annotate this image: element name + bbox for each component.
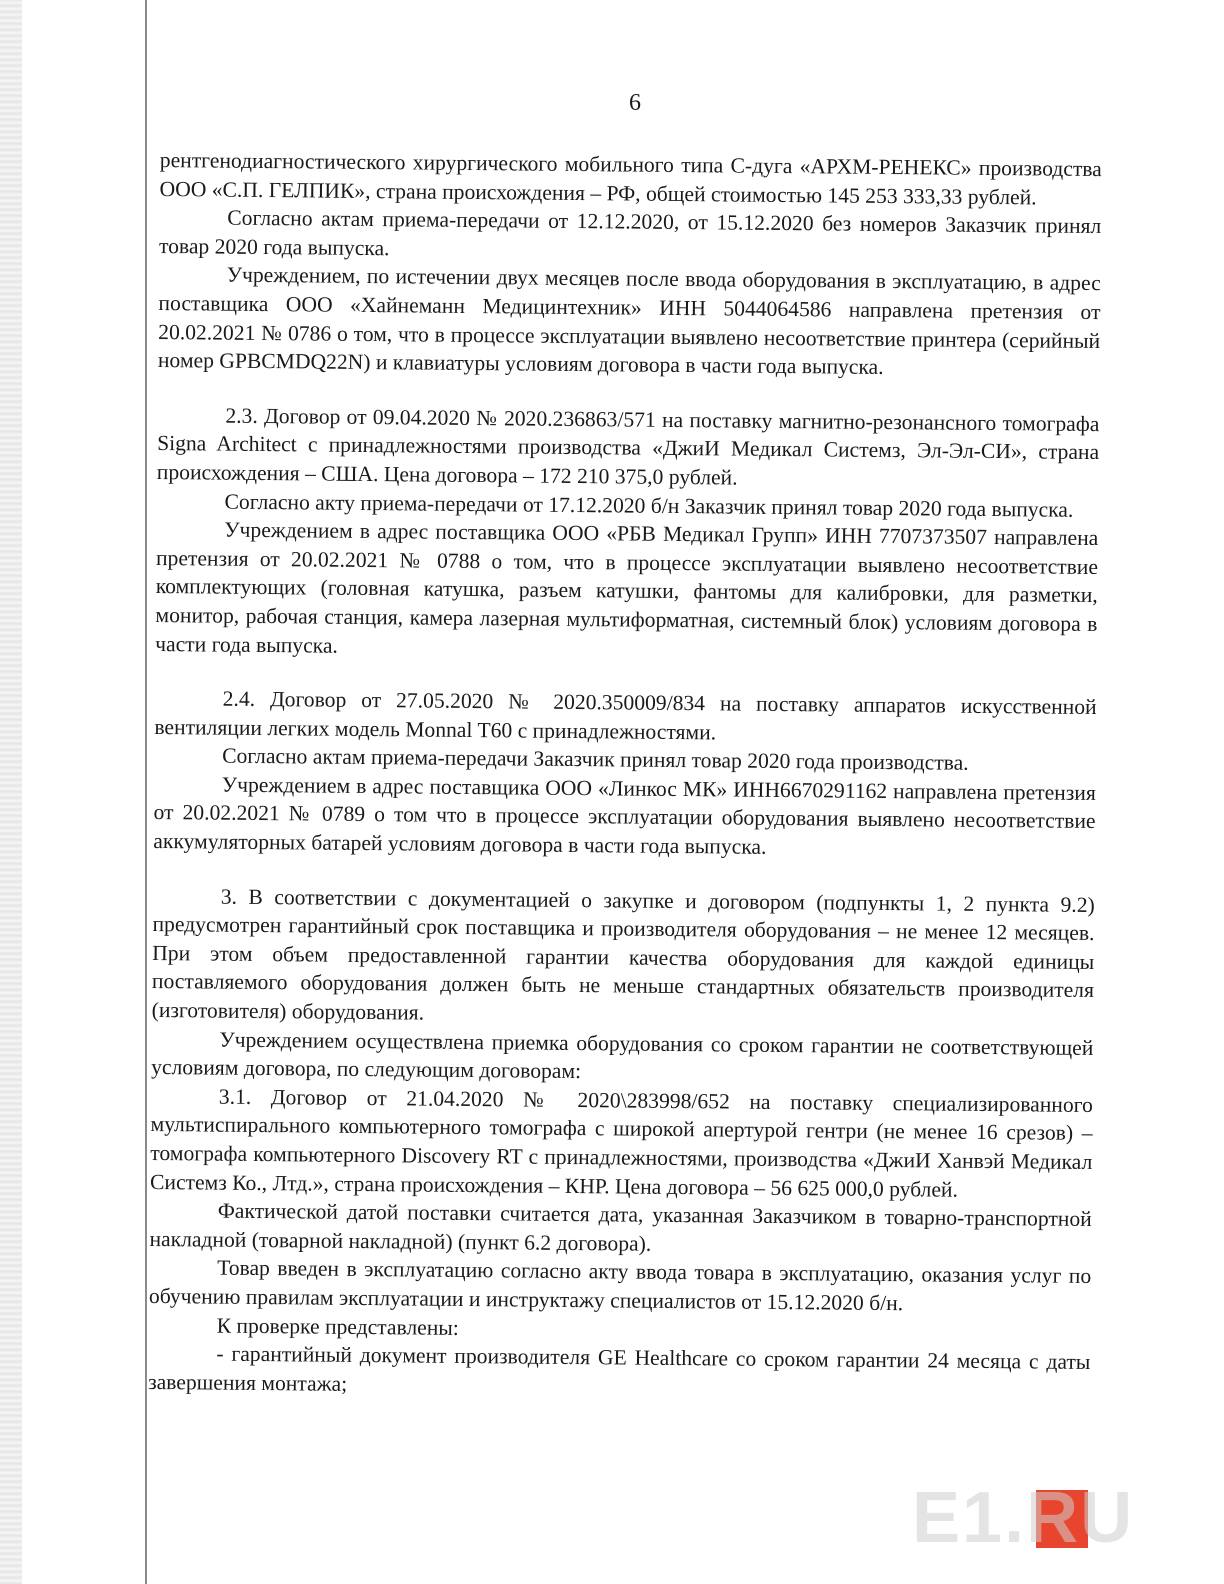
paragraph-claim-linkos: Учреждением в адрес поставщика ООО «Линкос МК» ИНН6670291162 направлена претензия от 20.02.2021 № 0789 о том что в процессе эксплуатации оборудования выявлено несоответствие аккумуляторных батарей условиям договора в части года выпуска. (153, 772, 1096, 859)
scan-left-edge (0, 0, 22, 1584)
paragraph-commissioning: Товар введен в эксплуатацию согласно акту ввода товара в эксплуатацию, оказания услуг по обучению правилам эксплуатации и инструктажу специалистов от 15.12.2020 б/н. (148, 1255, 1092, 1316)
watermark-logo (912, 1478, 1212, 1558)
paragraph-contract-3-1: 3.1. Договор от 21.04.2020 № 2020\283998/652 на поставку специализированного мультиспирального компьютерного томографа с широкой апертурой гентри (не менее 16 срезов) – томографа компьютерного Discovery RT с принадлежностями, производства «ДжиИ Ханвэй Медикал Системз Ко., Лтд.», страна происхождения – КНР. Цена договора – 56 625 000,0 рублей. (149, 1084, 1093, 1202)
watermark-text: E1.RU (912, 1478, 1135, 1558)
document-body (148, 146, 1102, 1405)
paragraph-section-3: 3. В соответствии с документацией о закупке и договором (подпункты 1, 2 пункта 9.2) предусмотрен гарантийный срок поставщика и производителя оборудования – не менее 12 месяцев. При этом объем предоставленной гарантии качества оборудования для каждой единицы поставляемого оборудования должен быть не меньше стандартных обязательств производителя (изготовителя) оборудования. (151, 884, 1095, 1025)
paragraph-claim-heinemann: Учреждением, по истечении двух месяцев после ввода оборудования в эксплуатацию, в адрес поставщика ООО «Хайнеманн Медицинтехник» ИНН 5044064586 направлена претензия от 20.02.2021 № 0786 о том, что в процессе эксплуатации выявлено несоответствие принтера (серийный номер GPBCMDQ22N) и клавиатуры условиям договора в части года выпуска. (157, 263, 1101, 380)
paragraph-equipment-description: рентгенодиагностического хирургического мобильного типа С-дуга «АРХМ-РЕНЕКС» производства ООО «С.П. ГЕЛПИК», страна происхождения – РФ, общей стоимостью 145 253 333,33 рублей. (159, 147, 1102, 210)
paragraph-submitted: К проверке представлены: (216, 1313, 459, 1340)
paragraph-acceptance-2-3: Согласно акту приема-передачи от 17.12.2020 б/н Заказчик принял товар 2020 года выпуска. (224, 489, 1074, 522)
paragraph-warranty-acceptance: Учреждением осуществлена приемка оборудования со сроком гарантии не соответствующей условиям договора, по следующим договорам: (151, 1027, 1094, 1084)
paragraph-delivery-date: Фактической датой поставки считается дата, указанная Заказчиком в товарно-транспортной накладной (товарной накладной) (пункт 6.2 договора). (149, 1198, 1092, 1256)
paragraph-warranty-document: - гарантийный документ производителя GE Healthcare со сроком гарантии 24 месяца с даты завершения монтажа; (148, 1341, 1091, 1396)
paragraph-contract-2-3: 2.3. Договор от 09.04.2020 № 2020.236863/571 на поставку магнитно-резонансного томографа Signa Architect с принадлежностями производства «ДжиИ Медикал Системз, Эл-Эл-СИ», страна происхождения – США. Цена договора – 172 210 375,0 рублей. (156, 403, 1100, 490)
paragraph-contract-2-4: 2.4. Договор от 27.05.2020 № 2020.350009/834 на поставку аппаратов искусственной вентиляции легких модель Monnal T60 с принадлежностями. (154, 686, 1097, 745)
paragraph-acceptance-2-4: Согласно актам приема-передачи Заказчик принял товар 2020 года производства. (222, 743, 969, 776)
margin-line (145, 0, 147, 1584)
paragraph-acceptance-acts: Согласно актам приема-передачи от 12.12.2020, от 15.12.2020 без номеров Заказчик принял товар 2020 года выпуска. (158, 205, 1102, 260)
page-number: 6 (629, 90, 641, 116)
paragraph-claim-rbv: Учреждением в адрес поставщика ООО «РБВ Медикал Групп» ИНН 7707373507 направлена претензия от 20.02.2021 № 0788 о том, что в процессе эксплуатации выявлено несоответствие комплектующих (головная катушка, разъем катушки, фантомы для калибровки, для разметки, монитор, рабочая станция, камера лазерная мультиформатная, системный блок) условиям договора в части года выпуска. (155, 517, 1099, 658)
